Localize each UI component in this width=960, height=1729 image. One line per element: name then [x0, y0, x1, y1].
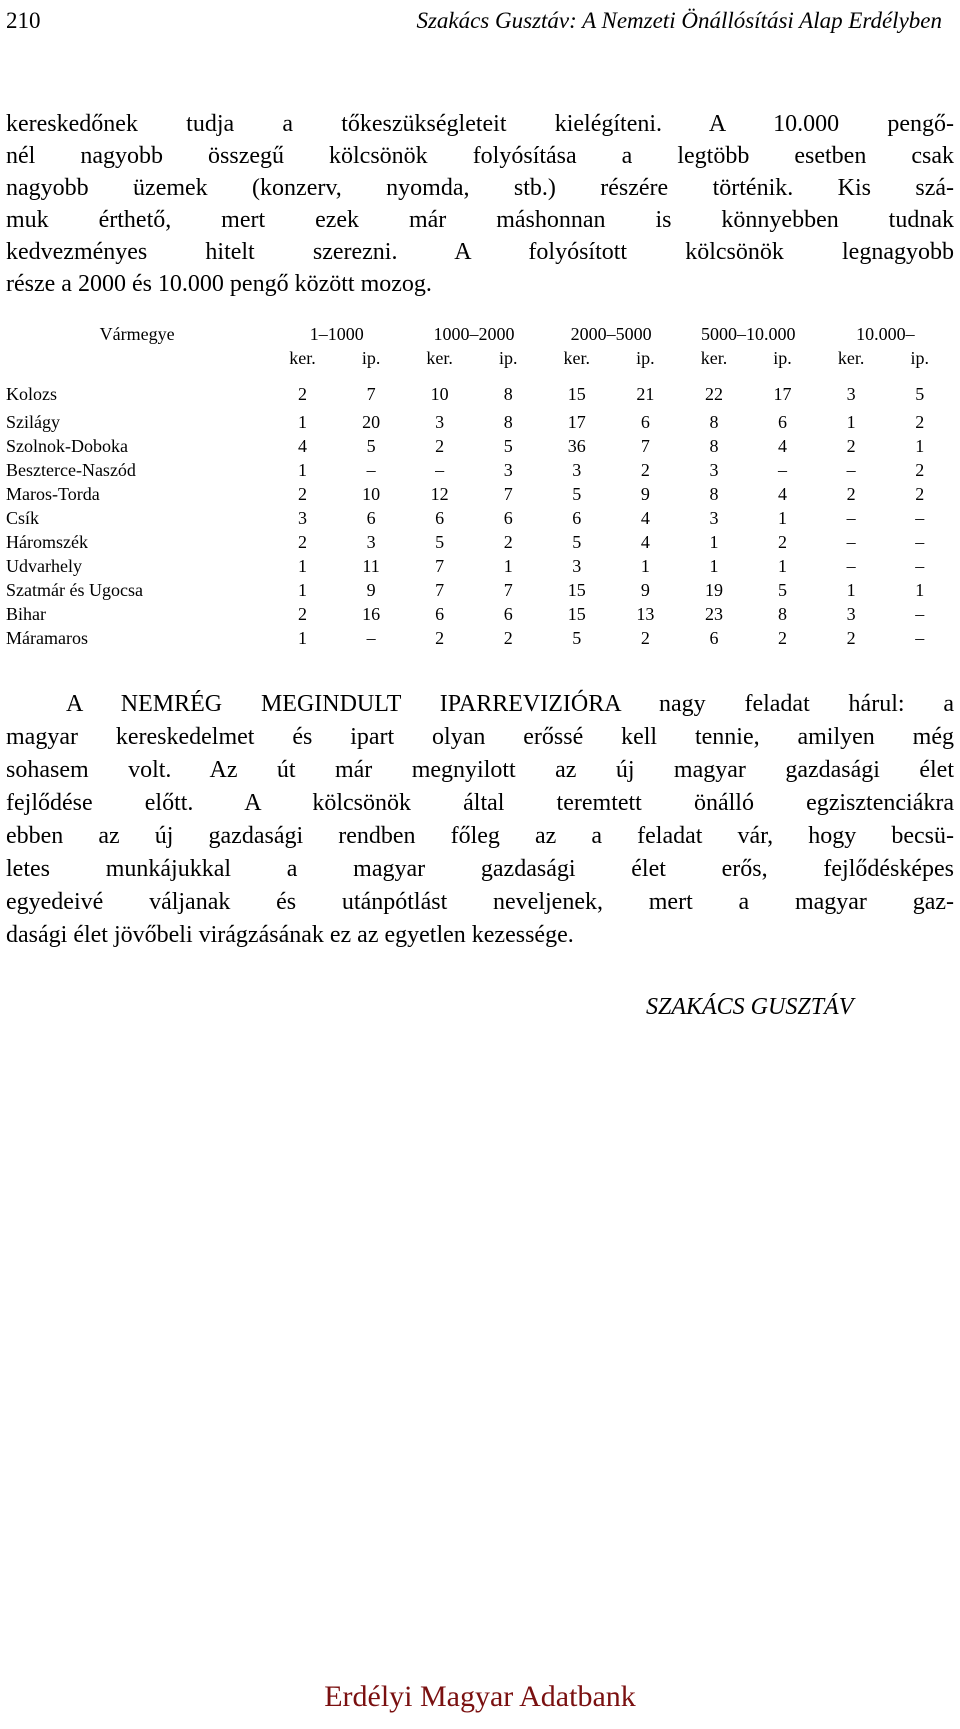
paragraph-line: sohasem volt. Az út már megnyilott az új magyar gazdasági élet — [6, 757, 954, 783]
table-cell: 4 — [297, 435, 307, 456]
page-number: 210 — [6, 8, 41, 33]
group-header: 1000–2000 — [433, 323, 515, 344]
sub-header: ker. — [426, 347, 453, 368]
table-cell: 1 — [297, 411, 307, 432]
table-cell: 1 — [846, 579, 856, 600]
table-cell: 7 — [503, 483, 513, 504]
table-cell: 1 — [778, 555, 788, 576]
group-header: 10.000– — [856, 323, 915, 344]
table-cell: 12 — [430, 483, 449, 504]
table-cell: 2 — [503, 627, 513, 648]
table-cell: 9 — [640, 579, 650, 600]
table-cell: 1 — [297, 555, 307, 576]
table-cell: 4 — [640, 507, 650, 528]
table-cell: 5 — [915, 383, 925, 404]
table-cell: 2 — [435, 627, 445, 648]
sub-header: ker. — [837, 347, 865, 368]
table-cell: 9 — [366, 579, 376, 600]
county-name: Háromszék — [6, 531, 88, 552]
running-title: Szakács Gusztáv: A Nemzeti Önállósítási Alap Erdélyben — [416, 8, 942, 33]
table-cell: 2 — [915, 411, 925, 432]
table-row — [6, 626, 954, 650]
paragraph-line: dasági élet jövőbeli virágzásának ez az egyetlen kezessége. — [6, 922, 574, 948]
table-cell: – — [915, 603, 925, 624]
table-cell: 6 — [778, 411, 788, 432]
table-cell: 13 — [636, 603, 655, 624]
paragraph-line: muk érthető, mert ezek már máshonnan is könnyebben tudnak — [6, 207, 954, 233]
table-cell: 36 — [567, 435, 586, 456]
table-cell: 8 — [503, 411, 513, 432]
table-cell: 11 — [362, 555, 380, 576]
table-cell: 1 — [915, 579, 925, 600]
table-cell: 22 — [704, 383, 723, 404]
table-cell: 5 — [435, 531, 445, 552]
table-cell: 3 — [709, 459, 719, 480]
sub-header: ker. — [700, 347, 728, 368]
table-group-header-row — [6, 322, 954, 346]
table-cell: 8 — [778, 603, 788, 624]
county-name: Csík — [6, 507, 40, 528]
table-cell: 1 — [297, 579, 307, 600]
table-cell: 5 — [503, 435, 513, 456]
table-cell: – — [366, 459, 376, 480]
table-cell: 3 — [846, 603, 856, 624]
footer-watermark: Erdélyi Magyar Adatbank — [324, 1680, 636, 1713]
table-cell: 2 — [297, 383, 307, 404]
sub-header: ip. — [773, 347, 792, 368]
table-cell: 2 — [778, 627, 788, 648]
loan-table — [6, 322, 954, 650]
table-cell: 3 — [366, 531, 376, 552]
table-cell: 3 — [709, 507, 719, 528]
table-cell: 5 — [572, 627, 582, 648]
table-cell: 6 — [503, 603, 513, 624]
table-cell: 1 — [297, 627, 307, 648]
sub-header: ip. — [636, 347, 655, 368]
table-cell: 1 — [297, 459, 307, 480]
table-cell: 4 — [640, 531, 650, 552]
sub-header: ip. — [361, 347, 381, 368]
table-cell: 7 — [435, 555, 445, 576]
table-cell: 6 — [366, 507, 376, 528]
table-cell: 4 — [778, 483, 788, 504]
county-name: Maros-Torda — [6, 483, 100, 504]
table-row — [6, 370, 954, 410]
table-cell: – — [366, 627, 376, 648]
table-cell: 15 — [567, 383, 586, 404]
table-cell: 2 — [915, 483, 925, 504]
table-row — [6, 602, 954, 626]
table-cell: – — [915, 627, 925, 648]
table-cell: 2 — [435, 435, 445, 456]
county-column-header: Vármegye — [99, 323, 175, 344]
table-cell: 4 — [778, 435, 788, 456]
county-name: Kolozs — [6, 383, 57, 404]
empty-header-cell — [6, 346, 268, 370]
county-name: Bihar — [6, 603, 46, 624]
sub-header: ip. — [910, 347, 929, 368]
table-cell: 6 — [435, 507, 445, 528]
table-cell: 16 — [362, 603, 381, 624]
group-header: 5000–10.000 — [701, 323, 796, 344]
table-cell: 2 — [915, 459, 925, 480]
table-cell: 15 — [567, 579, 586, 600]
table-sub-header-row — [6, 346, 954, 370]
table-cell: 2 — [846, 483, 856, 504]
paragraph-line: nél nagyobb összegű kölcsönök folyósítása a legtöbb esetben csak — [6, 143, 954, 169]
county-name: Udvarhely — [6, 555, 82, 576]
table-cell: – — [846, 531, 856, 552]
table-cell: 6 — [435, 603, 445, 624]
table-cell: 20 — [362, 411, 381, 432]
paragraph-line: része a 2000 és 10.000 pengő között mozog. — [6, 271, 432, 297]
table-cell: 8 — [503, 383, 513, 404]
table-cell: 3 — [297, 507, 307, 528]
table-cell: 6 — [640, 411, 650, 432]
table-cell: 2 — [846, 435, 856, 456]
author-signature: SZAKÁCS GUSZTÁV — [646, 994, 854, 1020]
table-cell: 3 — [503, 459, 513, 480]
closing-paragraph — [6, 688, 954, 952]
table-cell: 1 — [846, 411, 856, 432]
table-cell: 19 — [704, 579, 723, 600]
table-row — [6, 434, 954, 458]
table-cell: 8 — [709, 483, 719, 504]
intro-paragraph — [6, 108, 954, 300]
table-cell: 1 — [709, 531, 719, 552]
table-row — [6, 482, 954, 506]
sub-header: ker. — [289, 347, 316, 368]
sub-header: ip. — [498, 347, 518, 368]
table-body — [6, 370, 954, 650]
group-header: 2000–5000 — [570, 323, 652, 344]
table-cell: 2 — [846, 627, 856, 648]
table-cell: 7 — [366, 383, 376, 404]
paragraph-line: kereskedőnek tudja a tőkeszükségleteit kielégíteni. A 10.000 pengő- — [6, 111, 954, 137]
table-row — [6, 506, 954, 530]
table-row — [6, 410, 954, 434]
county-name: Beszterce-Naszód — [6, 459, 136, 480]
table-cell: 5 — [366, 435, 376, 456]
county-name: Máramaros — [6, 627, 88, 648]
table-cell: 2 — [297, 531, 307, 552]
table-cell: 21 — [636, 383, 655, 404]
table-cell: 3 — [572, 459, 582, 480]
table-cell: 2 — [297, 483, 307, 504]
table-cell: – — [846, 555, 856, 576]
table-row — [6, 458, 954, 482]
table-cell: – — [915, 507, 925, 528]
table-cell: 15 — [567, 603, 586, 624]
table-cell: 2 — [778, 531, 788, 552]
paragraph-line: ebben az új gazdasági rendben főleg az a feladat vár, hogy becsü- — [6, 823, 954, 849]
table-cell: 1 — [503, 555, 513, 576]
county-name: Szilágy — [6, 411, 60, 432]
table-cell: – — [915, 555, 925, 576]
paragraph-line: kedvezményes hitelt szerezni. A folyósított kölcsönök legnagyobb — [6, 239, 954, 265]
table-cell: 6 — [503, 507, 513, 528]
table-cell: 7 — [503, 579, 513, 600]
table-cell: – — [435, 459, 445, 480]
county-name: Szatmár és Ugocsa — [6, 579, 143, 600]
paragraph-line: egyedeivé váljanak és utánpótlást neveljenek, mert a magyar gaz- — [6, 889, 954, 915]
table-cell: 10 — [362, 483, 381, 504]
table-row — [6, 530, 954, 554]
table-cell: 5 — [778, 579, 788, 600]
table-cell: 17 — [773, 383, 792, 404]
paragraph-line: magyar kereskedelmet és ipart olyan erőssé kell tennie, amilyen még — [6, 724, 954, 750]
paragraph-line: letes munkájukkal a magyar gazdasági élet erős, fejlődésképes — [6, 856, 954, 882]
table-cell: 2 — [640, 627, 650, 648]
table-cell: 2 — [503, 531, 513, 552]
table-cell: 5 — [572, 483, 582, 504]
sub-header: ker. — [563, 347, 591, 368]
table-cell: – — [846, 459, 856, 480]
table-cell: 3 — [846, 383, 856, 404]
paragraph-line: nagyobb üzemek (konzerv, nyomda, stb.) részére történik. Kis szá- — [6, 175, 954, 201]
table-cell: 2 — [640, 459, 650, 480]
table-cell: 6 — [709, 627, 719, 648]
table-row — [6, 554, 954, 578]
table-cell: 1 — [915, 435, 925, 456]
table-cell: 6 — [572, 507, 582, 528]
table-cell: 8 — [709, 411, 719, 432]
paragraph-line: A NEMRÉG MEGINDULT IPARREVIZIÓRA nagy feladat hárul: a — [66, 691, 954, 717]
paragraph-line: fejlődése előtt. A kölcsönök által teremtett önálló egzisztenciákra — [6, 790, 954, 816]
table-cell: 23 — [704, 603, 723, 624]
table-cell: 9 — [640, 483, 650, 504]
group-header: 1–1000 — [309, 323, 364, 344]
table-cell: 3 — [572, 555, 582, 576]
county-name: Szolnok-Doboka — [6, 435, 128, 456]
page-header — [6, 4, 954, 44]
table-cell: 3 — [435, 411, 445, 432]
table-cell: 17 — [567, 411, 586, 432]
table-cell: 7 — [435, 579, 445, 600]
table-row — [6, 578, 954, 602]
table-cell: 8 — [709, 435, 719, 456]
table-cell: 7 — [640, 435, 650, 456]
table-cell: – — [778, 459, 788, 480]
table-cell: – — [915, 531, 925, 552]
table-cell: 1 — [778, 507, 788, 528]
table-cell: 5 — [572, 531, 582, 552]
table-cell: 1 — [640, 555, 650, 576]
table-cell: – — [846, 507, 856, 528]
table-cell: 1 — [709, 555, 719, 576]
table-cell: 2 — [297, 603, 307, 624]
table-cell: 10 — [430, 383, 449, 404]
